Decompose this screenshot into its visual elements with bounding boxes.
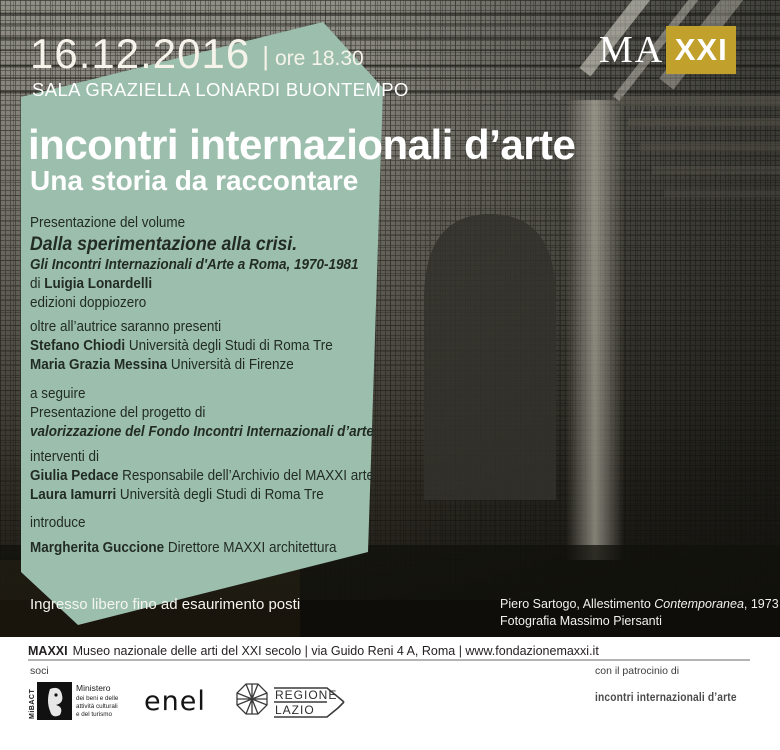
enel-logo: enel [144, 685, 206, 717]
book-title: Dalla sperimentazione alla crisi. [30, 234, 298, 255]
introducer-role: Direttore MAXXI architettura [167, 540, 337, 556]
photo-corridor-light [566, 100, 624, 560]
regione-line1: REGIONE [274, 688, 338, 702]
author-line [30, 275, 402, 294]
mibact-line4: e del turismo [76, 711, 113, 718]
mibact-line1: Ministero [76, 683, 111, 693]
credit-work-title: Contemporanea [654, 597, 744, 611]
maxxi-logo [599, 26, 736, 74]
project-intro: Presentazione del progetto di [30, 405, 206, 421]
speaker-name: Giulia Pedace [30, 468, 119, 484]
maxxi-logo-ma: MA [599, 29, 665, 71]
event-subtitle: Una storia da raccontare [30, 165, 359, 196]
museum-address [28, 644, 599, 658]
event-time: ore 18.30 [274, 47, 364, 70]
presenter-line [30, 337, 402, 356]
soci-label: soci [30, 665, 49, 677]
introduce-label: introduce [30, 515, 86, 531]
speaker-line [30, 486, 402, 505]
mibact-line3: attività culturali [76, 703, 118, 710]
book-subtitle: Gli Incontri Internazionali d'Arte a Roma, 1970-1981 [30, 257, 359, 273]
speaker-name: Laura Iamurri [30, 487, 117, 503]
venue-name: SALA GRAZIELLA LONARDI BUONTEMPO [32, 79, 409, 100]
event-details [30, 214, 402, 558]
footer [0, 637, 780, 750]
mibact-logo [26, 679, 118, 723]
photo-arch [424, 214, 556, 500]
credit-year: , 1973 [743, 597, 779, 611]
introducer-name: Margherita Guccione [30, 540, 165, 556]
regione-emblem [237, 684, 267, 714]
speaker-role: Responsabile dell’Archivio del MAXXI arte [122, 468, 375, 484]
mibact-vertical-text: MiBACT [29, 688, 36, 719]
partner-logos [26, 679, 350, 723]
event-date: 16.12.2016 [30, 30, 251, 77]
presentation-label: Presentazione del volume [30, 215, 186, 231]
presenter-name: Stefano Chiodi [30, 338, 126, 354]
credit-text: Piero Sartogo, Allestimento [500, 597, 655, 611]
project-title: valorizzazione del Fondo Incontri Internazionali d’arte [30, 424, 374, 440]
mibact-line2: dei beni e delle [76, 695, 118, 702]
next-label: a seguire [30, 386, 86, 402]
introducer-line [30, 539, 402, 558]
museum-info: Museo nazionale delle arti del XXI secolo | via Guido Reni 4 A, Roma | www.fondazionemaxxi.it [72, 644, 599, 658]
speakers-intro: interventi di [30, 449, 99, 465]
footer-divider [28, 659, 750, 661]
regione-line2: LAZIO [274, 703, 315, 717]
patronage-label: con il patrocinio di [595, 665, 680, 677]
author-prefix: di [30, 276, 41, 292]
photo-credit [500, 596, 779, 629]
presenter-line [30, 356, 402, 375]
presenter-role: Università di Firenze [170, 357, 294, 373]
patronage-name: incontri internazionali d’arte [595, 690, 737, 704]
presenter-role: Università degli Studi di Roma Tre [128, 338, 333, 354]
admission-note: Ingresso libero fino ad esaurimento posti [30, 596, 301, 613]
maxxi-logo-xxi: XXI [666, 26, 736, 74]
author-name: Luigia Lonardelli [44, 276, 153, 292]
speaker-line [30, 467, 402, 486]
regione-lazio-logo [232, 681, 350, 721]
mibact-face-eye [54, 693, 57, 696]
event-title: incontri internazionali d’arte [28, 121, 576, 168]
presenters-intro: oltre all’autrice saranno presenti [30, 319, 222, 335]
time-separator: | [262, 41, 269, 71]
museum-name: MAXXI [28, 644, 68, 658]
publisher: edizioni doppiozero [30, 295, 147, 311]
speaker-role: Università degli Studi di Roma Tre [119, 487, 324, 503]
photo-credit-line2: Fotografia Massimo Piersanti [500, 613, 662, 628]
presenter-name: Maria Grazia Messina [30, 357, 168, 373]
event-date-row [30, 30, 364, 78]
photo-credit-line1 [500, 596, 779, 613]
